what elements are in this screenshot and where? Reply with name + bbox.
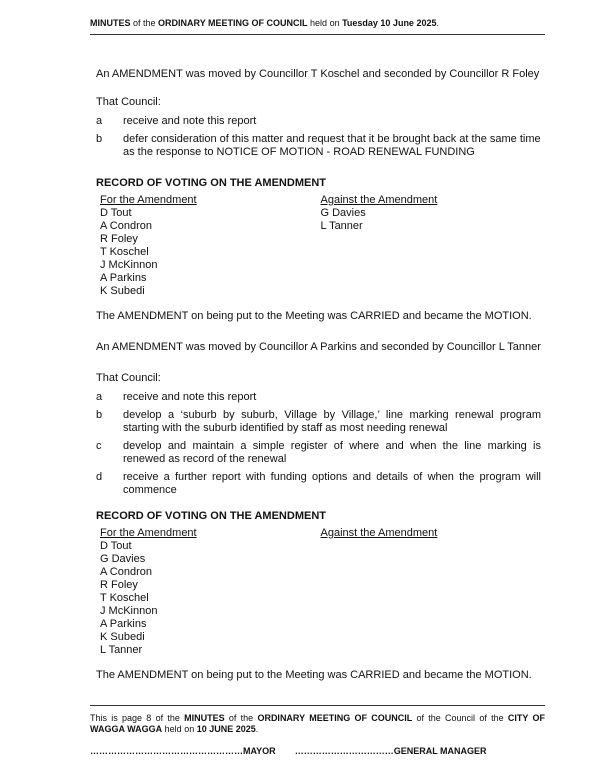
voter-name: A Parkins xyxy=(100,272,147,284)
against-column xyxy=(321,194,542,298)
voter-name: L Tanner xyxy=(320,220,363,232)
amendment-2-result: The AMENDMENT on being put to the Meeting was CARRIED and became the MOTION. xyxy=(96,669,532,681)
amendment-1-voting-table xyxy=(100,194,541,298)
footer-city: CITY OF WAGGA WAGGA xyxy=(90,713,545,734)
voter-name: J McKinnon xyxy=(100,259,158,271)
voter-name: G Davies xyxy=(100,553,146,565)
voter-name: T Koschel xyxy=(100,592,149,604)
amendment-2-item-c xyxy=(96,440,541,466)
footer-held-on: held on xyxy=(162,724,197,734)
against-heading: Against the Amendment xyxy=(320,527,438,539)
amendment-2-item-a xyxy=(96,391,541,404)
header-held-on: held on xyxy=(307,18,343,28)
voter-name: A Condron xyxy=(100,566,152,578)
footer-date: 10 JUNE 2025 xyxy=(196,724,256,734)
header-end: . xyxy=(436,18,439,28)
page-footer xyxy=(90,713,545,735)
list-letter: d xyxy=(96,471,103,483)
voter-name: R Foley xyxy=(100,233,138,245)
voter-name: D Tout xyxy=(100,540,132,552)
voter-name: K Subedi xyxy=(100,285,145,297)
list-text: develop a ‘suburb by suburb, Village by Village,’ line marking renewal program starting with the suburb identified by staff as most needing renewal xyxy=(123,409,541,434)
list-text: receive and note this report xyxy=(123,391,257,403)
list-text: develop and maintain a simple register of where and when the line marking is renewed as record of the renewal xyxy=(123,440,541,465)
list-letter: c xyxy=(96,440,102,452)
voter-name: K Subedi xyxy=(100,631,145,643)
list-text: defer consideration of this matter and request that it be brought back at the same time as the response to NOTICE OF MOTION - ROAD RENEWAL FUNDING xyxy=(123,133,541,158)
amendment-1-result: The AMENDMENT on being put to the Meeting was CARRIED and became the MOTION. xyxy=(96,310,532,322)
amendment-1-moved: An AMENDMENT was moved by Councillor T Koschel and seconded by Councillor R Foley xyxy=(96,68,540,80)
footer-of-council: of the Council of the xyxy=(412,713,508,723)
list-letter: a xyxy=(96,391,103,403)
amendment-2-that-council: That Council: xyxy=(96,372,161,384)
footer-divider xyxy=(90,705,545,706)
footer-end: . xyxy=(255,724,259,734)
list-letter: b xyxy=(96,409,103,421)
against-column xyxy=(321,527,542,657)
amendment-2-item-d xyxy=(96,471,541,497)
amendment-1-item-b xyxy=(96,133,541,159)
list-text: receive and note this report xyxy=(123,115,257,127)
list-letter: b xyxy=(96,133,103,145)
voter-name: L Tanner xyxy=(100,644,143,656)
amendment-2-item-b xyxy=(96,409,541,435)
list-letter: a xyxy=(96,115,103,127)
amendment-2-voting-table xyxy=(100,527,541,657)
footer-meeting: ORDINARY MEETING OF COUNCIL xyxy=(257,713,413,723)
amendment-1-voting-heading: RECORD OF VOTING ON THE AMENDMENT xyxy=(96,177,326,189)
for-column xyxy=(100,527,321,657)
header-minutes: MINUTES xyxy=(90,18,131,28)
voter-name: D Tout xyxy=(100,207,132,219)
amendment-1-that-council: That Council: xyxy=(96,96,161,108)
voter-name: R Foley xyxy=(100,579,138,591)
footer-of-the: of the xyxy=(224,713,258,723)
footer-minutes: MINUTES xyxy=(184,713,225,723)
amendment-2-moved: An AMENDMENT was moved by Councillor A Parkins and seconded by Councillor L Tanner xyxy=(96,341,541,353)
voter-name: G Davies xyxy=(320,207,366,219)
list-text: receive a further report with funding options and details of when the program will commence xyxy=(123,471,541,496)
amendment-1-item-a xyxy=(96,115,541,128)
for-heading: For the Amendment xyxy=(100,527,197,539)
signature-line xyxy=(90,746,545,757)
header-date: Tuesday 10 June 2025 xyxy=(342,18,437,28)
voter-name: A Condron xyxy=(100,220,152,232)
voter-name: A Parkins xyxy=(100,618,147,630)
header-of-the: of the xyxy=(130,18,159,28)
footer-page-prefix: This is page 8 of the xyxy=(90,713,185,723)
for-heading: For the Amendment xyxy=(100,194,197,206)
voter-name: J McKinnon xyxy=(100,605,158,617)
mayor-signature: ……………………………………………MAYOR xyxy=(90,746,276,756)
header-meeting: ORDINARY MEETING OF COUNCIL xyxy=(158,18,308,28)
page-header xyxy=(90,17,545,35)
against-heading: Against the Amendment xyxy=(320,194,438,206)
voter-name: T Koschel xyxy=(100,246,149,258)
amendment-2-voting-heading: RECORD OF VOTING ON THE AMENDMENT xyxy=(96,510,326,522)
minutes-body xyxy=(96,68,541,682)
general-manager-signature: ……………………………GENERAL MANAGER xyxy=(294,746,487,756)
for-column xyxy=(100,194,321,298)
